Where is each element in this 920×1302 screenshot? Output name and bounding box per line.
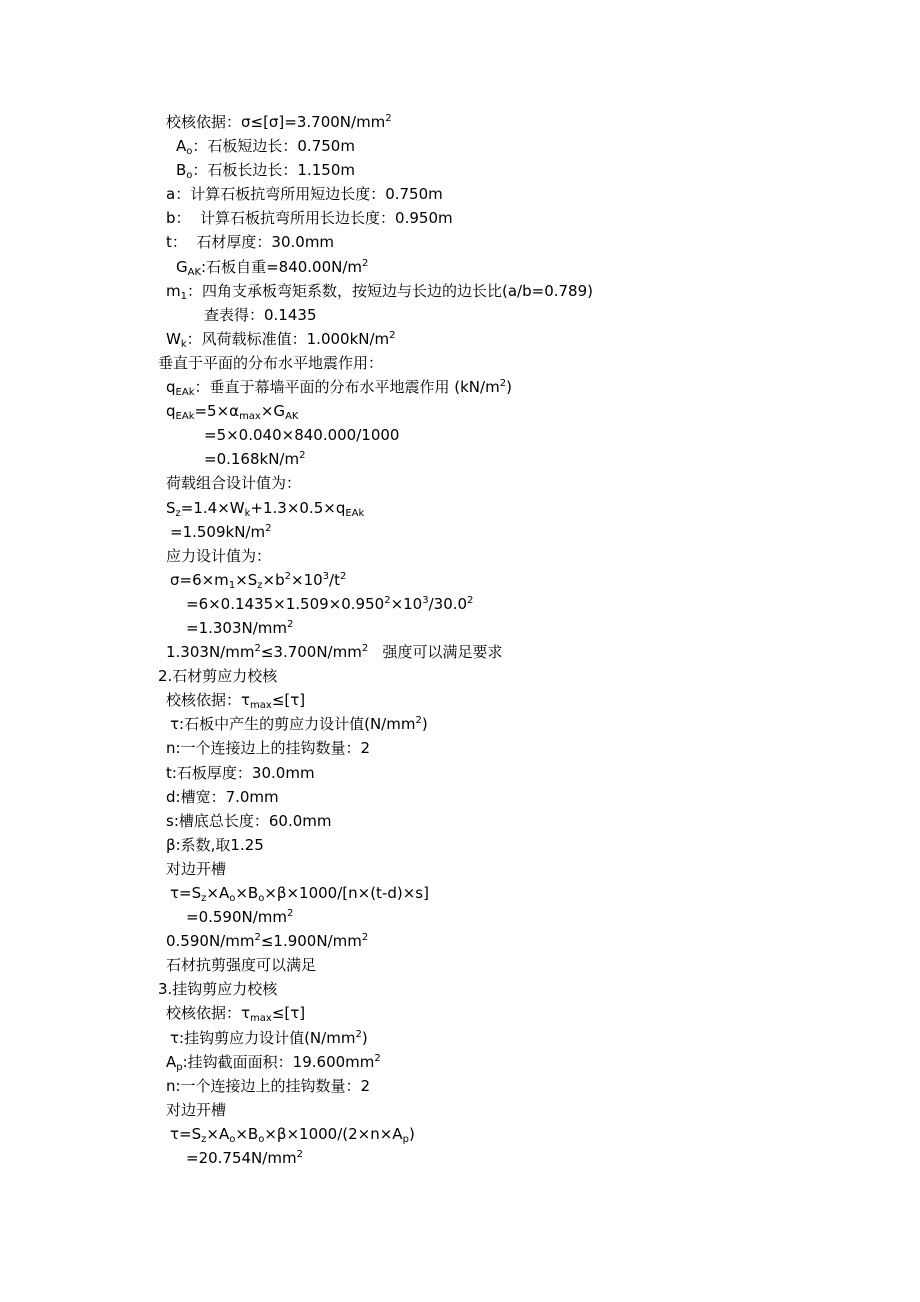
text-line: b： 计算石板抗弯所用长边长度：0.950m <box>166 209 453 228</box>
text-line: $\tau=S_z\times A_o\times B_o\times\beta\times 1000/(2\times n\times A_p)$ <box>170 1124 415 1145</box>
text-line: a：计算石板抗弯所用短边长度：0.750m <box>166 185 443 204</box>
text-line: τ:挂钩剪应力设计值$(N/mm^2)$ <box>170 1028 368 1047</box>
text-line: $=0.168kN/m^2$ <box>204 450 306 469</box>
text-line: $S_z=1.4\times W_k+1.3\times 0.5\times q_{EAk}$ <box>166 498 365 519</box>
text-line: 对边开槽 <box>166 859 227 878</box>
text-line: d:槽宽：7.0mm <box>166 787 279 806</box>
text-line: β:系数,取1.25 <box>166 835 264 854</box>
text-line: 垂直于平面的分布水平地震作用： <box>158 353 384 372</box>
text-line: $q_{EAk}$：垂直于幕墙平面的分布水平地震作用 $(kN/m^2)$ <box>166 378 512 399</box>
text-line: $m_1$：四角支承板弯矩系数，按短边与长边的边长比(a/b=0.789) <box>166 281 593 302</box>
text-line: $=6\times 0.1435\times 1.509\times 0.950^2\times 10^3/30.0^2$ <box>186 594 474 613</box>
text-line: $1.303N/mm^2\le 3.700N/mm^2$ 强度可以满足要求 <box>166 643 503 662</box>
text-line: $=20.754N/mm^2$ <box>186 1149 303 1168</box>
text-line: n:一个连接边上的挂钩数量：2 <box>166 739 371 758</box>
text-line: 校核依据：$\sigma\le[\sigma]=3.700N/mm^2$ <box>166 113 392 131</box>
text-line: $A_o$：石板短边长：0.750m <box>176 137 355 158</box>
text-line: $A_p$:挂钩截面面积：$19.600mm^2$ <box>166 1052 381 1073</box>
text-line: $\sigma=6\times m_1\times S_z\times b^2\times 10^3/t^2$ <box>170 570 347 591</box>
text-line: n:一个连接边上的挂钩数量：2 <box>166 1076 371 1095</box>
text-line: s:槽底总长度：60.0mm <box>166 811 332 830</box>
text-line: $=1.303N/mm^2$ <box>186 618 294 637</box>
text-line: $B_o$：石板长边长：1.150m <box>176 161 355 182</box>
text-line: τ:石板中产生的剪应力设计值$(N/mm^2)$ <box>170 715 428 734</box>
text-line: 3.挂钩剪应力校核 <box>158 980 278 999</box>
text-line: $\tau=S_z\times A_o\times B_o\times\beta\times 1000/[n\times(t-d)\times s]$ <box>170 884 429 904</box>
text-line: $W_k$：风荷载标准值：$1.000kN/m^2$ <box>166 329 396 350</box>
text-line: 应力设计值为： <box>166 546 272 565</box>
text-line: $=0.590N/mm^2$ <box>186 908 294 927</box>
text-line: 2.石材剪应力校核 <box>158 667 278 686</box>
text-line: 石材抗剪强度可以满足 <box>166 956 317 975</box>
text-line: =5×0.040×840.000/1000 <box>204 426 400 445</box>
text-line: 查表得：0.1435 <box>204 305 317 324</box>
text-line: $q_{EAk}=5\times\alpha_{max}\times G_{AK}$ <box>166 402 299 423</box>
text-line: 荷载组合设计值为： <box>166 474 302 493</box>
text-line: 校核依据：$\tau_{max}\le[\tau]$ <box>166 691 306 712</box>
text-line: $0.590N/mm^2\le 1.900N/mm^2$ <box>166 932 369 951</box>
text-line: t:石板厚度：30.0mm <box>166 763 315 782</box>
text-line: t： 石材厚度：30.0mm <box>166 233 335 252</box>
document-body <box>0 110 920 1170</box>
text-line: $G_{AK}$:石板自重$=840.00N/m^2$ <box>176 257 369 278</box>
text-line: 校核依据：$\tau_{max}\le[\tau]$ <box>166 1004 306 1025</box>
text-line: $=1.509kN/m^2$ <box>170 522 272 541</box>
text-line: 对边开槽 <box>166 1100 227 1119</box>
